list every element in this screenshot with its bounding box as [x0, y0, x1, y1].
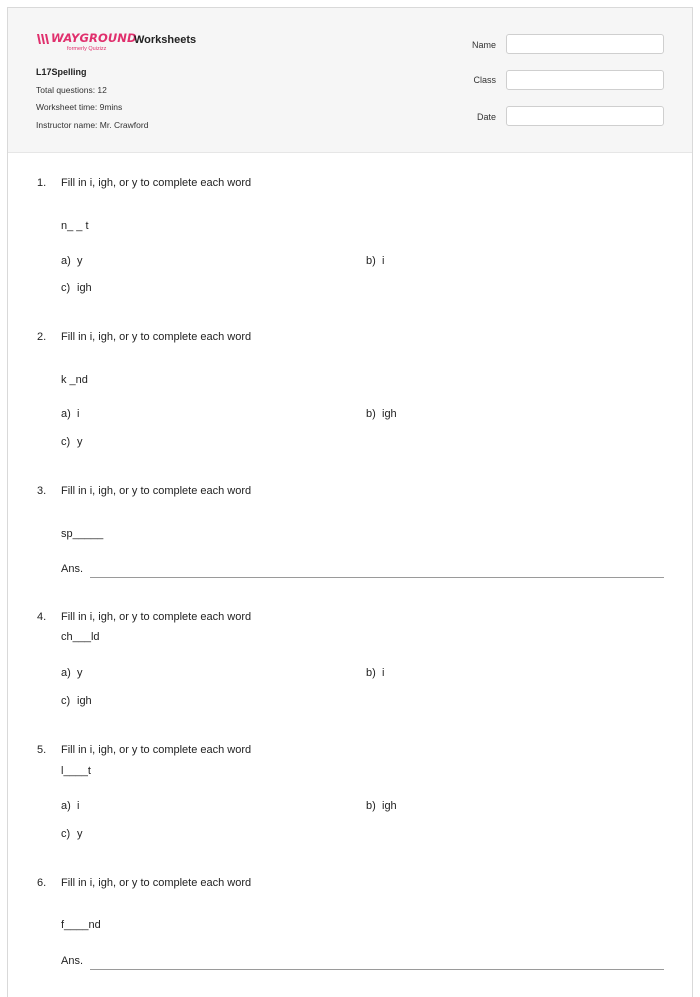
option-letter: a): [61, 667, 71, 679]
answer-line[interactable]: [90, 969, 664, 970]
option-text: igh: [382, 800, 397, 812]
option-text: y: [77, 255, 83, 267]
option-letter: c): [61, 695, 71, 707]
option-text: i: [382, 255, 385, 267]
option-c[interactable]: [61, 695, 92, 707]
option-b[interactable]: [366, 408, 397, 420]
option-letter: a): [61, 800, 71, 812]
date-field[interactable]: [506, 106, 664, 126]
option-letter: b): [366, 408, 376, 420]
question-word: l____t: [61, 765, 91, 777]
option-letter: c): [61, 282, 71, 294]
question-number: 1.: [37, 177, 47, 189]
question-text: Fill in i, igh, or y to complete each word: [61, 485, 252, 497]
question-word: ch___ld: [61, 631, 100, 643]
option-c[interactable]: [61, 282, 92, 294]
question-text: Fill in i, igh, or y to complete each word: [61, 611, 252, 623]
product-name: Worksheets: [134, 34, 197, 46]
option-text: i: [77, 408, 80, 420]
option-text: i: [77, 800, 80, 812]
name-field[interactable]: [506, 34, 664, 54]
worksheet-time: Worksheet time: 9mins: [36, 102, 123, 112]
answer-line[interactable]: [90, 577, 664, 578]
question-number: 2.: [37, 331, 47, 343]
question-word: f____nd: [61, 919, 101, 931]
question-number: 5.: [37, 744, 47, 756]
wayground-logo-icon: [36, 33, 50, 45]
name-label: Name: [471, 40, 496, 50]
class-label: Class: [473, 75, 496, 85]
option-letter: a): [61, 408, 71, 420]
question-word: n_ _ t: [61, 220, 89, 232]
worksheet-header: [8, 8, 692, 153]
option-text: igh: [77, 282, 92, 294]
option-b[interactable]: [366, 800, 397, 812]
option-text: igh: [382, 408, 397, 420]
option-text: i: [382, 667, 385, 679]
option-a[interactable]: [61, 800, 79, 812]
option-b[interactable]: [366, 667, 384, 679]
question-number: 3.: [37, 485, 47, 497]
worksheet-page: [7, 7, 693, 997]
option-letter: b): [366, 667, 376, 679]
option-a[interactable]: [61, 255, 83, 267]
option-text: y: [77, 436, 83, 448]
option-letter: c): [61, 436, 71, 448]
option-text: y: [77, 667, 83, 679]
question-text: Fill in i, igh, or y to complete each word: [61, 331, 252, 343]
option-c[interactable]: [61, 828, 83, 840]
option-b[interactable]: [366, 255, 384, 267]
option-letter: b): [366, 800, 376, 812]
question-number: 4.: [37, 611, 47, 623]
brand-logo-subtitle: formerly Quizizz: [67, 46, 107, 52]
answer-label: Ans.: [61, 563, 84, 575]
class-field[interactable]: [506, 70, 664, 90]
option-text: igh: [77, 695, 92, 707]
option-letter: b): [366, 255, 376, 267]
question-text: Fill in i, igh, or y to complete each word: [61, 744, 252, 756]
option-letter: c): [61, 828, 71, 840]
total-questions: Total questions: 12: [36, 85, 107, 95]
answer-label: Ans.: [61, 955, 84, 967]
question-word: sp_____: [61, 528, 104, 540]
date-label: Date: [476, 112, 496, 122]
option-c[interactable]: [61, 436, 83, 448]
instructor-name: Instructor name: Mr. Crawford: [36, 120, 149, 130]
question-word: k _nd: [61, 374, 88, 386]
option-text: y: [77, 828, 83, 840]
option-a[interactable]: [61, 408, 79, 420]
option-a[interactable]: [61, 667, 83, 679]
question-text: Fill in i, igh, or y to complete each word: [61, 177, 252, 189]
worksheet-title: L17Spelling: [36, 67, 87, 77]
question-text: Fill in i, igh, or y to complete each word: [61, 877, 252, 889]
option-letter: a): [61, 255, 71, 267]
question-number: 6.: [37, 877, 47, 889]
brand-logo-text: WAYGROUND: [51, 31, 137, 45]
